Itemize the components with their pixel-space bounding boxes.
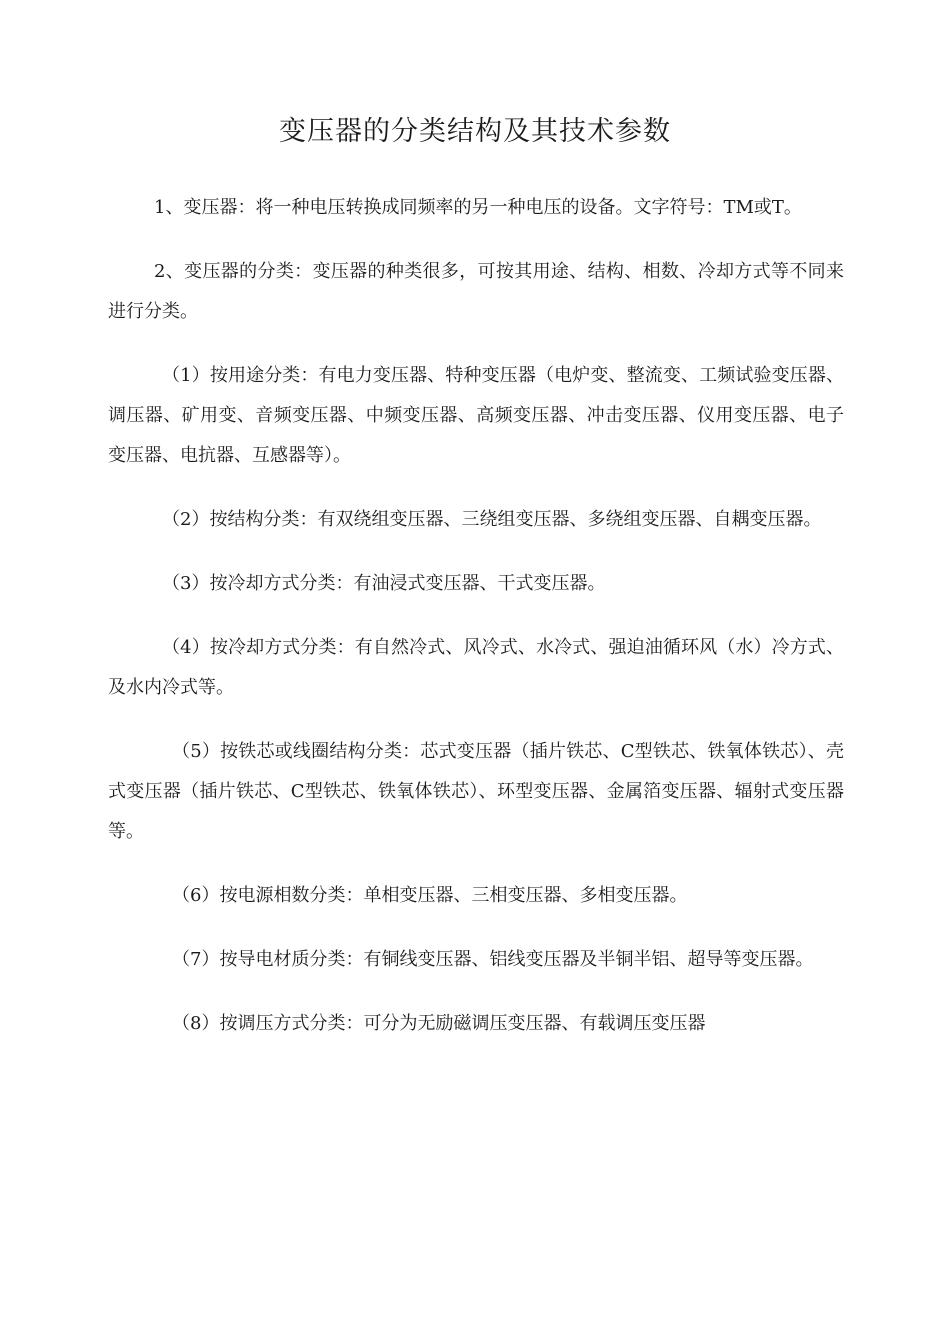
paragraph-by-use: （1）按用途分类：有电力变压器、特种变压器（电炉变、整流变、工频试验变压器、调压器、矿用变、音频变压器、中频变压器、高频变压器、冲击变压器、仪用变压器、电子变压器、电抗器、互感器等）。 [108, 365, 844, 466]
paragraph-by-core-structure: （5）按铁芯或线圈结构分类：芯式变压器（插片铁芯、C型铁芯、铁氧体铁芯）、壳式变压器（插片铁芯、C型铁芯、铁氧体铁芯）、环型变压器、金属箔变压器、辐射式变压器等。 [108, 741, 844, 842]
paragraph-by-cooling-method: （4）按冷却方式分类：有自然冷式、风冷式、水冷式、强迫油循环风（水）冷方式、及水内冷式等。 [108, 637, 844, 698]
paragraph-by-cooling-type: （3）按冷却方式分类：有油浸式变压器、干式变压器。 [162, 573, 606, 594]
document-title: 变压器的分类结构及其技术参数 [279, 116, 671, 147]
paragraph-by-conductor: （7）按导电材质分类：有铜线变压器、铝线变压器及半铜半铝、超导等变压器。 [172, 949, 814, 970]
document-body [108, 188, 844, 1068]
paragraph-by-phase: （6）按电源相数分类：单相变压器、三相变压器、多相变压器。 [172, 885, 688, 906]
paragraph-by-structure: （2）按结构分类：有双绕组变压器、三绕组变压器、多绕组变压器、自耦变压器。 [162, 509, 822, 530]
paragraph-definition: 1、变压器：将一种电压转换成同频率的另一种电压的设备。文字符号：TM或T。 [154, 197, 802, 218]
paragraph-by-voltage-regulation: （8）按调压方式分类：可分为无励磁调压变压器、有载调压变压器 [172, 1013, 706, 1034]
paragraph-classification: 2、变压器的分类：变压器的种类很多，可按其用途、结构、相数、冷却方式等不同来进行分类。 [108, 261, 844, 322]
